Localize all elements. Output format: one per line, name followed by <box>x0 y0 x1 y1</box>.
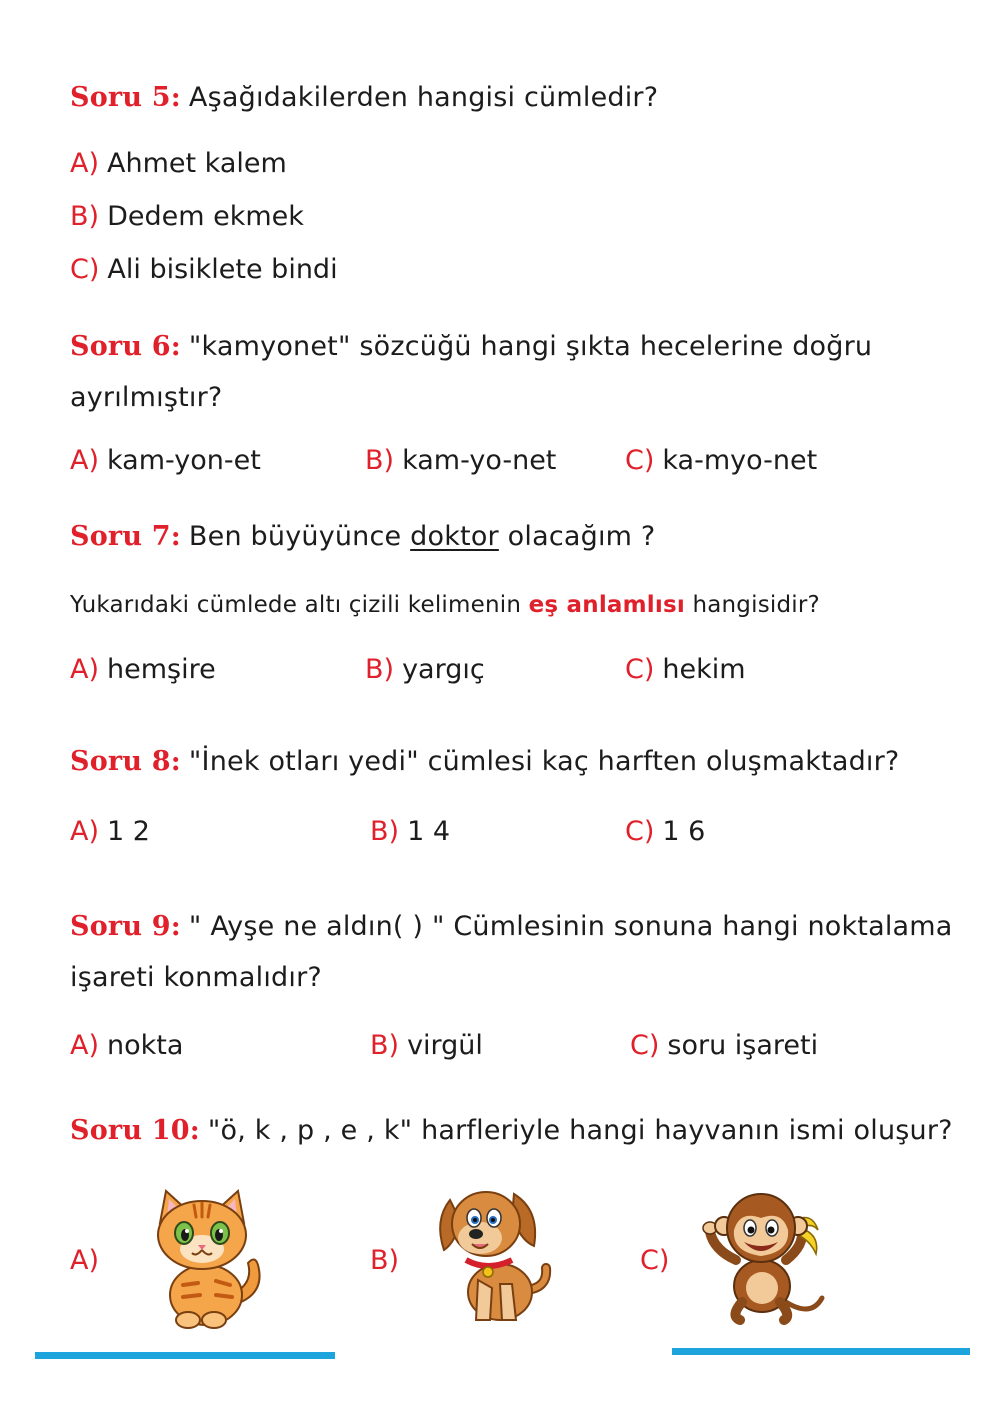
question-7 <box>70 521 655 552</box>
option-text: Dedem ekmek <box>107 201 304 232</box>
option-text: yargıç <box>402 654 485 685</box>
option-text: 1 4 <box>407 816 451 847</box>
question-9-option-c[interactable] <box>630 1030 818 1061</box>
question-10-option-a[interactable] <box>70 1245 107 1276</box>
option-letter: C) <box>625 654 655 685</box>
subtext-after: hangisidir? <box>692 592 820 618</box>
question-9-label: Soru 9: <box>70 911 181 942</box>
option-letter: C) <box>630 1030 660 1061</box>
cat-illustration[interactable] <box>138 1185 268 1330</box>
option-letter: A) <box>70 654 100 685</box>
dog-illustration[interactable] <box>430 1180 555 1330</box>
option-letter: B) <box>370 816 400 847</box>
option-letter: A) <box>70 445 100 476</box>
question-6 <box>70 331 872 362</box>
option-text: nokta <box>107 1030 184 1061</box>
question-6-text-line1: "kamyonet" sözcüğü hangi şıkta hecelerine doğru <box>188 331 873 362</box>
option-text: virgül <box>407 1030 483 1061</box>
question-9-option-a[interactable] <box>70 1030 183 1061</box>
question-5-text: Aşağıdakilerden hangisi cümledir? <box>188 82 659 113</box>
option-letter: C) <box>625 445 655 476</box>
option-text: soru işareti <box>667 1030 819 1061</box>
option-letter: B) <box>370 1245 400 1276</box>
option-letter: A) <box>70 816 100 847</box>
option-letter: B) <box>365 445 395 476</box>
option-letter: C) <box>70 254 100 285</box>
question-7-subtext <box>70 592 820 618</box>
question-5 <box>70 82 658 113</box>
subtext-highlight: eş anlamlısı <box>528 592 685 618</box>
question-10-label: Soru 10: <box>70 1115 200 1146</box>
question-6-label: Soru 6: <box>70 331 181 362</box>
option-letter: C) <box>625 816 655 847</box>
question-9-text-line1: " Ayşe ne aldın( ) " Cümlesinin sonuna hangi noktalama <box>188 911 953 942</box>
option-text: kam-yon-et <box>107 445 261 476</box>
option-letter: A) <box>70 148 100 179</box>
question-6-option-c[interactable] <box>625 445 817 476</box>
option-text: hemşire <box>107 654 216 685</box>
question-10-option-b[interactable] <box>370 1245 407 1276</box>
option-text: 1 6 <box>662 816 706 847</box>
option-text: 1 2 <box>107 816 150 847</box>
option-letter: A) <box>70 1030 100 1061</box>
question-7-option-c[interactable] <box>625 654 746 685</box>
question-10-option-c[interactable] <box>640 1245 677 1276</box>
question-8-label: Soru 8: <box>70 746 181 777</box>
question-9-option-b[interactable] <box>370 1030 483 1061</box>
option-letter: A) <box>70 1245 100 1276</box>
option-text: hekim <box>662 654 746 685</box>
footer-bar-left <box>35 1352 335 1359</box>
option-letter: C) <box>640 1245 670 1276</box>
question-6-option-a[interactable] <box>70 445 261 476</box>
question-6-option-b[interactable] <box>365 445 556 476</box>
question-10-text: "ö, k , p , e , k" harfleriyle hangi hayvanın ismi oluşur? <box>207 1115 953 1146</box>
subtext-before: Yukarıdaki cümlede altı çizili kelimenin <box>70 592 522 618</box>
question-8-option-b[interactable] <box>370 816 450 847</box>
question-5-label: Soru 5: <box>70 82 181 113</box>
option-letter: B) <box>365 654 395 685</box>
question-5-option-c[interactable] <box>70 254 338 285</box>
option-text: ka-myo-net <box>662 445 818 476</box>
question-7-text-before: Ben büyüyünce <box>188 521 402 552</box>
option-text: Ahmet kalem <box>107 148 287 179</box>
question-7-option-a[interactable] <box>70 654 216 685</box>
question-7-option-b[interactable] <box>365 654 485 685</box>
question-9-text-line2: işareti konmalıdır? <box>70 962 322 993</box>
footer-bar-right <box>672 1348 970 1355</box>
question-8-text: "İnek otları yedi" cümlesi kaç harften oluşmaktadır? <box>188 746 900 777</box>
question-7-label: Soru 7: <box>70 521 181 552</box>
question-5-option-b[interactable] <box>70 201 304 232</box>
question-8 <box>70 746 899 777</box>
question-9 <box>70 911 953 942</box>
option-letter: B) <box>70 201 100 232</box>
question-7-text-after: olacağım ? <box>507 521 656 552</box>
monkey-illustration[interactable] <box>700 1190 835 1325</box>
question-8-option-a[interactable] <box>70 816 150 847</box>
option-text: kam-yo-net <box>402 445 557 476</box>
question-8-option-c[interactable] <box>625 816 705 847</box>
underlined-word: doktor <box>410 521 499 552</box>
option-text: Ali bisiklete bindi <box>107 254 338 285</box>
question-5-option-a[interactable] <box>70 148 287 179</box>
option-letter: B) <box>370 1030 400 1061</box>
question-6-text-line2: ayrılmıştır? <box>70 382 223 413</box>
question-10 <box>70 1115 953 1146</box>
